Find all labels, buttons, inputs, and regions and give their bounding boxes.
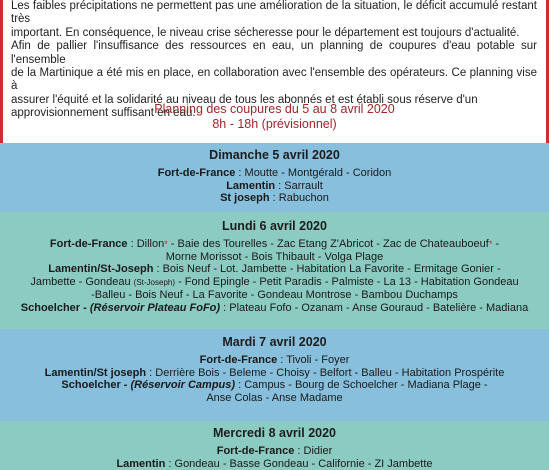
intro-line: Afin de pallier l'insuffisance des ressources en eau, un planning de coupures d'eau potable sur l'ensemble (11, 40, 537, 66)
planning-subtitle: 8h - 18h (prévisionnel) (212, 117, 337, 131)
districts: - Baie des Tourelles - Zac Etang Z'Abricot - Zac de Chateauboeuf (167, 238, 489, 250)
schedule-row: Morne Morissot - Bois Thibault - Volga Plage (165, 250, 384, 263)
city-name: Schoelcher (61, 379, 121, 392)
planning-title: Planning des coupures du 5 au 8 avril 2020 (154, 102, 395, 116)
schedule-row (0, 367, 549, 380)
schedule-row (0, 192, 549, 205)
day-section-tuesday (0, 329, 549, 421)
city-name: Lamentin/St-Joseph (48, 263, 154, 276)
reservoir-name: - (Réservoir Campus) (120, 379, 236, 392)
city-name: Fort-de-France (199, 354, 278, 366)
intro-line: important. En conséquence, le niveau crise sécheresse pour le département est toujours d'actualité. (11, 26, 520, 39)
day-title: Dimanche 5 avril 2020 (209, 148, 340, 162)
districts: : Plateau Fofo - Ozanam - Anse Gouraud - Batelière - Madiana (220, 301, 529, 314)
schedule-row (0, 180, 549, 193)
city-name: Lamentin (116, 457, 166, 470)
schedule-row (0, 445, 549, 458)
schedule-row (0, 458, 549, 470)
day-title: Mercredi 8 avril 2020 (213, 426, 336, 440)
schedule-row (0, 354, 549, 367)
districts: : Campus - Bourg de Schoelcher - Madiana Plage - (235, 379, 488, 392)
districts: : Gondeau - Basse Gondeau - Californie - ZI Jambette (165, 457, 433, 470)
asterisk: * (488, 239, 493, 249)
districts: : Tivoli - Foyer (277, 354, 350, 366)
district-note: (St-Joseph) (133, 277, 176, 287)
asterisk: * (164, 239, 168, 249)
schedule-row (0, 379, 549, 392)
districts: - (492, 238, 500, 250)
districts: : Didier (294, 445, 333, 457)
intro-line: assurer l'équité et la solidarité au niveau de tous les abonnés et est établi sous réserve d'un (11, 93, 478, 106)
schedule-row: Anse Colas - Anse Madame (206, 391, 343, 404)
day-title: Mardi 7 avril 2020 (222, 335, 327, 349)
city-name: Fort-de-France (157, 167, 236, 179)
city-name: Fort-de-France (216, 445, 295, 457)
intro-line: de la Martinique a été mis en place, en collaboration avec l'ensemble des opérateurs. Ce planning vise à (11, 67, 537, 93)
day-section-wednesday (0, 421, 549, 470)
reservoir-name: - (Réservoir Plateau FoFo) (80, 301, 221, 314)
schedule-row (0, 167, 549, 180)
day-section-monday (0, 212, 549, 329)
intro-line: Les faibles précipitations ne permettent pas une amélioration de la situation, le déficit accumulé restant très (11, 0, 537, 26)
schedule-row (0, 276, 549, 290)
planning-heading (0, 102, 549, 132)
schedule-row: -Balleu - Bois Neuf - La Favorite - Gondeau Montrose - Bambou Duchamps (91, 289, 458, 302)
districts: - Fond Epingle - Petit Paradis - Palmiste - La 13 - Habitation Gondeau (175, 275, 519, 288)
districts: Jambette - Gondeau (30, 275, 134, 288)
intro-line: approvisionnement suffisant en eau. (11, 107, 196, 120)
districts: : Rabuchon (269, 192, 329, 205)
districts: : Derrière Bois - Beleme - Choisy - Belfort - Balleu - Habitation Prospérite (146, 366, 505, 379)
city-name: Lamentin (226, 179, 276, 192)
city-name: Fort-de-France (49, 238, 128, 250)
districts: : Bois Neuf - Lot. Jambette - Habitation La Favorite - Ermitage Gonier - (153, 263, 501, 276)
schedule-row (0, 238, 549, 251)
districts: : Moutte - Montgérald - Coridon (235, 167, 392, 179)
day-section-sunday (0, 143, 549, 212)
day-title: Lundi 6 avril 2020 (222, 219, 327, 233)
city-name: St joseph (220, 192, 270, 205)
schedule-row (0, 302, 549, 315)
schedule-row (0, 263, 549, 276)
city-name: Lamentin/St joseph (44, 366, 147, 379)
districts: : Dillon (127, 238, 165, 250)
districts: : Sarrault (275, 179, 323, 192)
city-name: Schoelcher (20, 301, 81, 314)
